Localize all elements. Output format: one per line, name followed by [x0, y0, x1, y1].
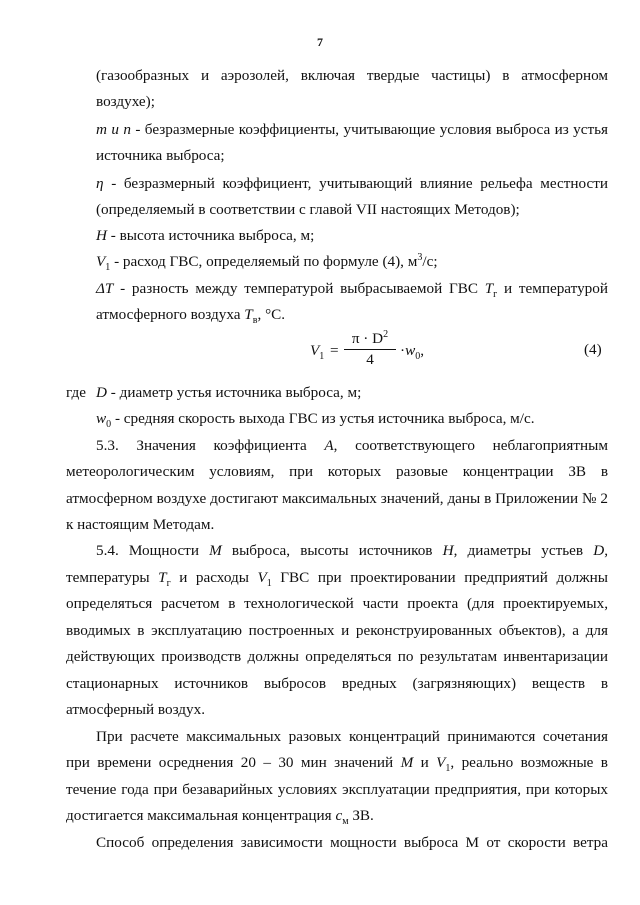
para-5-3-line-2: метеорологическим условиям, при которых разовые концентрации ЗВ в	[66, 463, 608, 480]
formula-4	[300, 330, 460, 374]
para-5-4-line-5: действующих производств должны определяться по результатам инвентаризации	[66, 648, 608, 665]
para-5-4-line-7: атмосферный воздух.	[66, 701, 206, 718]
para-calc-line-3: течение года при безаварийных условиях эксплуатации предприятия, при которых	[66, 781, 608, 798]
para-calc-line-1: При расчете максимальных разовых концентраций принимаются сочетания	[96, 728, 608, 745]
page-number: 7	[317, 35, 323, 49]
formula-lhs: $V_1$	[310, 342, 325, 363]
text-line-3: m и n - безразмерные коэффициенты, учитывающие условия выброса из устья	[96, 121, 609, 138]
text-line-12: $w_0$ - средняя скорость выхода ГВС из устья источника выброса, м/с.	[96, 410, 535, 431]
para-5-3-line-1: 5.3. Значения коэффициента A, соответствующего неблагоприятным	[96, 437, 608, 454]
text-line-10: атмосферного воздуха $T_в$, °С.	[96, 306, 286, 327]
text-line-7: H - высота источника выброса, м;	[96, 227, 315, 244]
para-5-4-line-2: температуры $T_г$ и расходы $V_1$ ГВС при проектировании предприятий должны	[66, 569, 608, 590]
para-calc-line-2: при времени осреднения 20 – 30 мин значений M и $V_1$, реально возможные в	[66, 754, 608, 775]
formula-fraction	[344, 330, 396, 369]
symbol-h: H	[96, 227, 107, 244]
text-line-5: η - безразмерный коэффициент, учитывающий влияние рельефа местности	[96, 175, 608, 192]
para-calc-line-4: достигается максимальная концентрация $c_м$ ЗВ.	[66, 807, 374, 828]
formula-numerator: $\pi \cdot D^2$	[351, 328, 389, 347]
formula-w0: $\cdot w_0$,	[400, 342, 424, 363]
text-line-4: источника выброса;	[96, 147, 225, 164]
symbol-m-n: m и n	[96, 121, 131, 138]
equation-number: (4)	[584, 341, 602, 358]
fraction-bar	[344, 349, 396, 350]
para-method-line-1: Способ определения зависимости мощности выброса M от скорости ветра	[96, 834, 608, 851]
text-line-9: ΔT - разность между температурой выбрасываемой ГВС $T_г$ и температурой	[96, 280, 608, 301]
para-5-4-line-6: стационарных источников выбросов вредных (загрязняющих) веществ в	[66, 675, 608, 692]
text-line-8: $V_1$ - расход ГВС, определяемый по формуле (4), $м^3/с$;	[96, 251, 438, 274]
para-5-4-line-4: вводимых в эксплуатацию построенных и реконструированных объектов), а для	[66, 622, 608, 639]
para-5-3-line-4: к настоящим Методам.	[66, 516, 215, 533]
text-where: где	[66, 384, 86, 401]
text-line-1: (газообразных и аэрозолей, включая твердые частицы) в атмосферном	[96, 67, 608, 84]
symbol-eta: η	[96, 175, 104, 192]
para-5-4-line-1: 5.4. Мощности M выброса, высоты источников H, диаметры устьев D,	[96, 542, 608, 559]
text-line-6: (определяемый в соответствии с главой VII настоящих Методов);	[96, 201, 520, 218]
formula-equals: =	[330, 342, 339, 359]
para-5-4-line-3: определяться расчетом в технологической части проекта (для проектируемых,	[66, 595, 608, 612]
para-5-3-line-3: атмосферном воздухе достигают максимальных значений, даны в Приложении № 2	[66, 490, 608, 507]
formula-denominator: 4	[366, 351, 374, 368]
text-line-11: D - диаметр устья источника выброса, м;	[96, 384, 362, 401]
text-line-2: воздухе);	[96, 93, 155, 110]
